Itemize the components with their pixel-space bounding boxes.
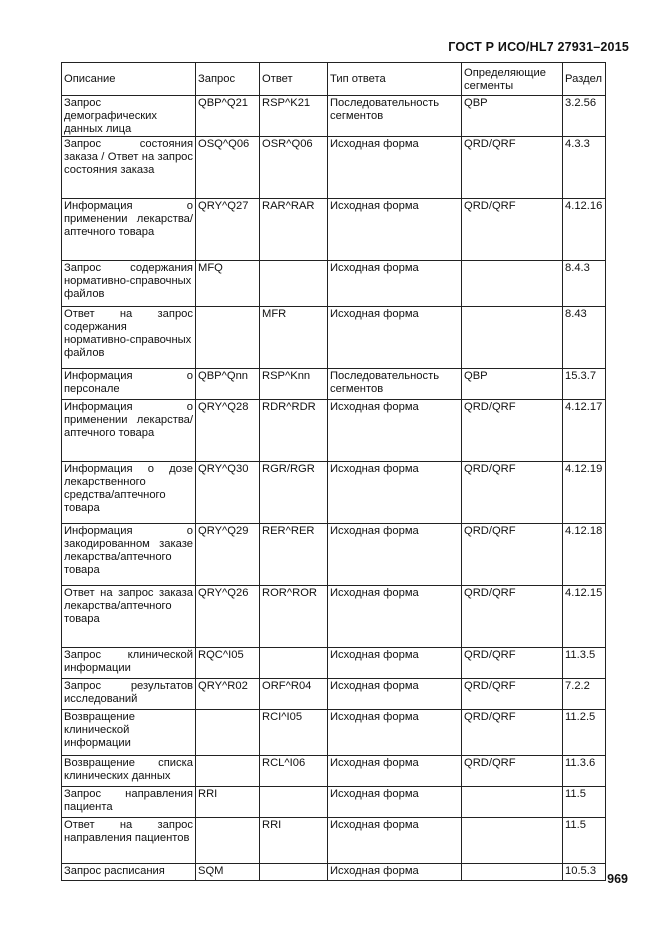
cell-section: 11.5 (563, 787, 606, 818)
cell-defining-segments (462, 818, 563, 864)
cell-response-type: Исходная форма (328, 199, 462, 261)
cell-description: Ответ на запрос заказа лекарства/аптечного товара (62, 586, 196, 648)
cell-description: Информация о применении лекарства/аптечного товара (62, 400, 196, 462)
cell-response: OSR^Q06 (260, 137, 328, 199)
cell-request (196, 756, 260, 787)
cell-defining-segments: QRD/QRF (462, 586, 563, 648)
cell-description: Запрос направления пациента (62, 787, 196, 818)
cell-response-type: Исходная форма (328, 818, 462, 864)
cell-response-type: Исходная форма (328, 261, 462, 307)
cell-response: MFR (260, 307, 328, 369)
col-header-response-type: Тип ответа (328, 63, 462, 96)
cell-response: RDR^RDR (260, 400, 328, 462)
cell-section: 3.2.56 (563, 96, 606, 137)
table-row (62, 756, 606, 787)
cell-defining-segments: QRD/QRF (462, 462, 563, 524)
cell-description: Ответ на запрос направления пациентов (62, 818, 196, 864)
cell-response: RGR/RGR (260, 462, 328, 524)
cell-request: RRI (196, 787, 260, 818)
cell-response-type: Последовательность сегментов (328, 369, 462, 400)
col-header-defining-segments: Определяющие сегменты (462, 63, 563, 96)
cell-description: Возвращение клинической информации (62, 710, 196, 756)
table-header-row (62, 63, 606, 96)
cell-section: 11.3.5 (563, 648, 606, 679)
table-row (62, 96, 606, 137)
table-row (62, 648, 606, 679)
cell-response: RCI^I05 (260, 710, 328, 756)
cell-defining-segments (462, 864, 563, 881)
cell-defining-segments: QRD/QRF (462, 756, 563, 787)
cell-response-type: Исходная форма (328, 864, 462, 881)
cell-section: 8.43 (563, 307, 606, 369)
cell-response: RRI (260, 818, 328, 864)
cell-response-type: Исходная форма (328, 137, 462, 199)
cell-section: 7.2.2 (563, 679, 606, 710)
cell-request: QRY^Q26 (196, 586, 260, 648)
cell-response-type: Исходная форма (328, 586, 462, 648)
cell-request: QRY^R02 (196, 679, 260, 710)
cell-defining-segments: QRD/QRF (462, 648, 563, 679)
cell-response: RAR^RAR (260, 199, 328, 261)
cell-defining-segments (462, 261, 563, 307)
cell-request (196, 710, 260, 756)
cell-section: 4.12.19 (563, 462, 606, 524)
cell-request (196, 307, 260, 369)
cell-description: Информация о закодированном заказе лекарства/аптечного товара (62, 524, 196, 586)
cell-request: RQC^I05 (196, 648, 260, 679)
page-number: 969 (607, 872, 628, 886)
cell-response (260, 787, 328, 818)
cell-defining-segments (462, 307, 563, 369)
table-row (62, 524, 606, 586)
cell-defining-segments: QRD/QRF (462, 679, 563, 710)
cell-response: ORF^R04 (260, 679, 328, 710)
table-row (62, 199, 606, 261)
cell-description: Информация о применении лекарства/аптечного товара (62, 199, 196, 261)
cell-description: Запрос расписания (62, 864, 196, 881)
cell-response-type: Последовательность сегментов (328, 96, 462, 137)
cell-section: 15.3.7 (563, 369, 606, 400)
cell-section: 11.2.5 (563, 710, 606, 756)
cell-response (260, 261, 328, 307)
cell-request: SQM (196, 864, 260, 881)
cell-defining-segments: QRD/QRF (462, 400, 563, 462)
cell-response-type: Исходная форма (328, 524, 462, 586)
table-row (62, 818, 606, 864)
col-header-response: Ответ (260, 63, 328, 96)
cell-response: RSP^Knn (260, 369, 328, 400)
cell-request: QRY^Q30 (196, 462, 260, 524)
cell-section: 4.12.16 (563, 199, 606, 261)
cell-description: Информация о персонале (62, 369, 196, 400)
table-row (62, 307, 606, 369)
cell-request: QRY^Q29 (196, 524, 260, 586)
table-row (62, 864, 606, 881)
cell-defining-segments: QRD/QRF (462, 710, 563, 756)
cell-section: 4.3.3 (563, 137, 606, 199)
table-row (62, 586, 606, 648)
cell-response: RCL^I06 (260, 756, 328, 787)
cell-response (260, 648, 328, 679)
table-body (62, 96, 606, 881)
cell-defining-segments: QRD/QRF (462, 199, 563, 261)
cell-section: 4.12.15 (563, 586, 606, 648)
cell-response-type: Исходная форма (328, 679, 462, 710)
cell-response: RSP^K21 (260, 96, 328, 137)
cell-defining-segments: QRD/QRF (462, 137, 563, 199)
cell-description: Информация о дозе лекарственного средства/аптечного товара (62, 462, 196, 524)
cell-description: Запрос демографических данных лица (62, 96, 196, 137)
cell-description: Ответ на запрос содержания нормативно-справочных файлов (62, 307, 196, 369)
cell-response-type: Исходная форма (328, 400, 462, 462)
cell-response: ROR^ROR (260, 586, 328, 648)
cell-description: Запрос клинической информации (62, 648, 196, 679)
cell-description: Запрос содержания нормативно-справочных файлов (62, 261, 196, 307)
table-row (62, 369, 606, 400)
cell-defining-segments: QRD/QRF (462, 524, 563, 586)
cell-request (196, 818, 260, 864)
cell-section: 11.5 (563, 818, 606, 864)
cell-defining-segments (462, 787, 563, 818)
cell-section: 4.12.18 (563, 524, 606, 586)
cell-response-type: Исходная форма (328, 710, 462, 756)
cell-description: Запрос состояния заказа / Ответ на запрос состояния заказа (62, 137, 196, 199)
col-header-request: Запрос (196, 63, 260, 96)
cell-section: 8.4.3 (563, 261, 606, 307)
cell-request: QBP^Qnn (196, 369, 260, 400)
cell-description: Возвращение списка клинических данных (62, 756, 196, 787)
table-row (62, 787, 606, 818)
table-row (62, 400, 606, 462)
document-header: ГОСТ Р ИСО/HL7 27931–2015 (448, 40, 629, 54)
table-row (62, 261, 606, 307)
cell-response-type: Исходная форма (328, 648, 462, 679)
col-header-description: Описание (62, 63, 196, 96)
cell-section: 10.5.3 (563, 864, 606, 881)
cell-section: 11.3.6 (563, 756, 606, 787)
cell-description: Запрос результатов исследований (62, 679, 196, 710)
message-table (61, 62, 606, 881)
cell-request: OSQ^Q06 (196, 137, 260, 199)
cell-response: RER^RER (260, 524, 328, 586)
table-row (62, 137, 606, 199)
col-header-section: Раздел (563, 63, 606, 96)
cell-section: 4.12.17 (563, 400, 606, 462)
cell-request: QBP^Q21 (196, 96, 260, 137)
cell-defining-segments: QBP (462, 369, 563, 400)
cell-request: QRY^Q28 (196, 400, 260, 462)
cell-request: MFQ (196, 261, 260, 307)
cell-response-type: Исходная форма (328, 756, 462, 787)
table-row (62, 679, 606, 710)
cell-response (260, 864, 328, 881)
cell-response-type: Исходная форма (328, 307, 462, 369)
cell-defining-segments: QBP (462, 96, 563, 137)
table-row (62, 710, 606, 756)
cell-request: QRY^Q27 (196, 199, 260, 261)
cell-response-type: Исходная форма (328, 787, 462, 818)
cell-response-type: Исходная форма (328, 462, 462, 524)
table-row (62, 462, 606, 524)
